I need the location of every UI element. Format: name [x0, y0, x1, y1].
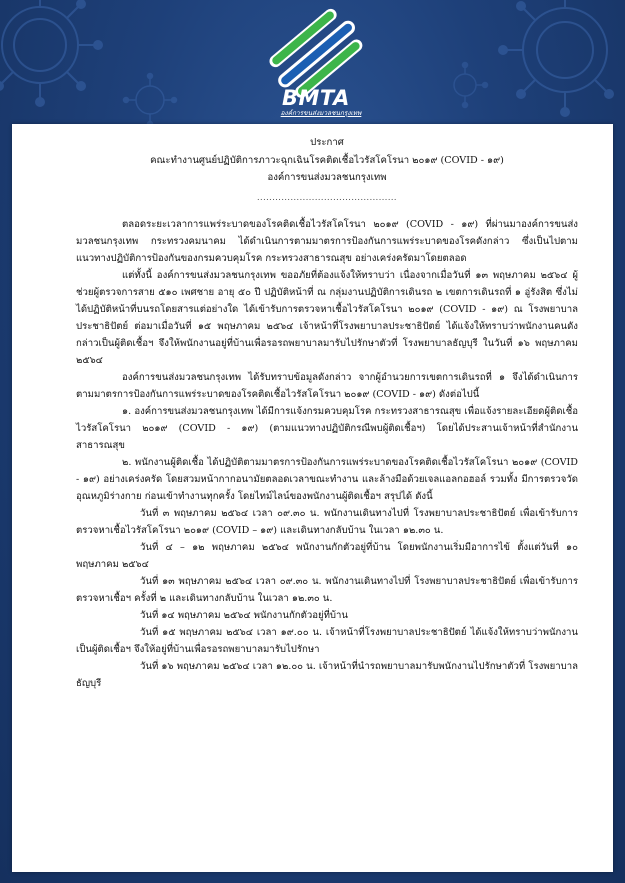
doc-title-line2: องค์การขนส่งมวลชนกรุงเทพ: [267, 172, 387, 183]
doc-paragraph-3: องค์การขนส่งมวลชนกรุงเทพ ได้รับทราบข้อมูลดังกล่าว จากผู้อำนวยการเขตการเดินรถที่ ๑ จึงได้ดำเนินการตามมาตรการป้องกันการแพร่ระบาดของโรคติดเชื้อไวรัสโคโรนา ๒๐๑๙ (COVID - ๑๙) ดังต่อไปนี้: [76, 371, 578, 400]
timeline-item: วันที่ ๓ พฤษภาคม ๒๕๖๔ เวลา ๐๙.๓๐ น. พนักงานเดินทางไปที่ โรงพยาบาลประชาธิปัตย์ เพื่อเข้ารับการตรวจหาเชื้อไวรัสโคโรนา ๒๐๑๙ (COVID – ๑๙) และเดินทางกลับบ้าน ในเวลา ๑๒.๓๐ น.: [76, 507, 578, 536]
doc-title-line1: คณะทำงานศูนย์ปฏิบัติการภาวะฉุกเฉินโรคติดเชื้อไวรัสโคโรนา ๒๐๑๙ (COVID - ๑๙): [150, 154, 504, 166]
logo-wordmark: BMTA: [282, 86, 350, 110]
timeline-item: วันที่ ๑๖ พฤษภาคม ๒๕๖๔ เวลา ๑๒.๐๐ น. เจ้าหน้าที่นำรถพยาบาลมารับพนักงานไปรักษาตัวที่ โรงพยาบาลธัญบุรี: [76, 660, 578, 689]
timeline-item: วันที่ ๑๓ พฤษภาคม ๒๕๖๔ เวลา ๐๙.๓๐ น. พนักงานเดินทางไปที่ โรงพยาบาลประชาธิปัตย์ เพื่อเข้ารับการตรวจหาเชื้อฯ ครั้งที่ ๒ และเดินทางกลับบ้าน ในเวลา ๑๒.๓๐ น.: [76, 575, 578, 604]
logo-subtitle: องค์การขนส่งมวลชนกรุงเทพ: [280, 109, 362, 117]
timeline-item: วันที่ ๔ – ๑๒ พฤษภาคม ๒๕๖๔ พนักงานกักตัวอยู่ที่บ้าน โดยพนักงานเริ่มมีอาการไข้ ตั้งแต่วันที่ ๑๐ พฤษภาคม ๒๕๖๔: [76, 541, 578, 570]
timeline-item: วันที่ ๑๔ พฤษภาคม ๒๕๖๔ พนักงานกักตัวอยู่ที่บ้าน: [140, 609, 348, 621]
header: [0, 0, 625, 122]
doc-paragraph-5: ๒. พนักงานผู้ติดเชื้อ ได้ปฏิบัติตามมาตรการป้องกันการแพร่ระบาดของโรคติดเชื้อไวรัสโคโรนา ๒๐๑๙ (COVID - ๑๙) อย่างเคร่งครัด โดยสวมหน้ากากอนามัยตลอดเวลาขณะทำงาน และล้างมือด้วยเจลแอลกอฮอล์ รวมทั้ง มีการตรวจวัดอุณหภูมิร่างกาย ก่อนเข้าทำงานทุกครั้ง โดยไทม์ไลน์ของพนักงานผู้ติดเชื้อฯ สรุปได้ ดังนี้: [76, 456, 578, 502]
timeline-item: วันที่ ๑๕ พฤษภาคม ๒๕๖๔ เวลา ๑๙.๐๐ น. เจ้าหน้าที่โรงพยาบาลประชาธิปัตย์ ได้แจ้งให้ทราบว่าพนักงานเป็นผู้ติดเชื้อฯ จึงให้อยู่ที่บ้านเพื่อรอรถพยาบาลมารับไปรักษา: [76, 626, 578, 655]
doc-paragraph-2: แต่ทั้งนี้ องค์การขนส่งมวลชนกรุงเทพ ขออภัยที่ต้องแจ้งให้ทราบว่า เนื่องจากเมื่อวันที่ ๑๓ พฤษภาคม ๒๕๖๔ ผู้ช่วยผู้ตรวจการสาย ๕๑๐ เพศชาย อายุ ๕๐ ปี ปฏิบัติหน้าที่ ณ กลุ่มงานปฏิบัติการเดินรถ ๒ เขตการเดินรถที่ ๑ อู่รังสิต ซึ่งไม่ได้ปฏิบัติหน้าที่บนรถโดยสารแต่อย่างใด ได้เข้ารับการตรวจหาเชื้อไวรัสโคโรนา ๒๐๑๙ (COVID - ๑๙) ณ โรงพยาบาลประชาธิปัตย์ ต่อมาเมื่อวันที่ ๑๕ พฤษภาคม ๒๕๖๔ เจ้าหน้าที่โรงพยาบาลประชาธิปัตย์ ได้แจ้งให้ทราบว่าพนักงานคนดังกล่าวเป็นผู้ติดเชื้อฯ จึงให้พนักงานอยู่ที่บ้านเพื่อรอรถพยาบาลมารับไปรักษาตัวที่ โรงพยาบาลธัญบุรี ในวันที่ ๑๖ พฤษภาคม ๒๕๖๔: [76, 269, 578, 366]
announcement-body: [76, 134, 578, 692]
doc-heading: ประกาศ: [310, 137, 344, 148]
doc-paragraph-1: ตลอดระยะเวลาการแพร่ระบาดของโรคติดเชื้อไวรัสโคโรนา ๒๐๑๙ (COVID - ๑๙) ที่ผ่านมาองค์การขนส่งมวลชนกรุงเทพ กระทรวงคมนาคม ได้ดำเนินการตามมาตรการป้องกันการแพร่ระบาดของโรคดังกล่าว ซึ่งเป็นไปตามแนวทางปฏิบัติการป้องกันของกรมควบคุมโรค กระทรวงสาธารณสุข อย่างเคร่งครัดมาโดยตลอด: [76, 218, 578, 264]
doc-paragraph-4: ๑. องค์การขนส่งมวลชนกรุงเทพ ได้มีการแจ้งกรมควบคุมโรค กระทรวงสาธารณสุข เพื่อแจ้งรายละเอียดผู้ติดเชื้อไวรัสโคโรนา ๒๐๑๙ (COVID - ๑๙) (ตามแนวทางปฏิบัติกรณีพบผู้ติดเชื้อฯ) โดยได้ประสานเจ้าหน้าที่สำนักงานสาธารณสุข: [76, 405, 578, 451]
doc-separator: ..............................................: [257, 192, 397, 202]
announcement-paper: [12, 124, 613, 872]
